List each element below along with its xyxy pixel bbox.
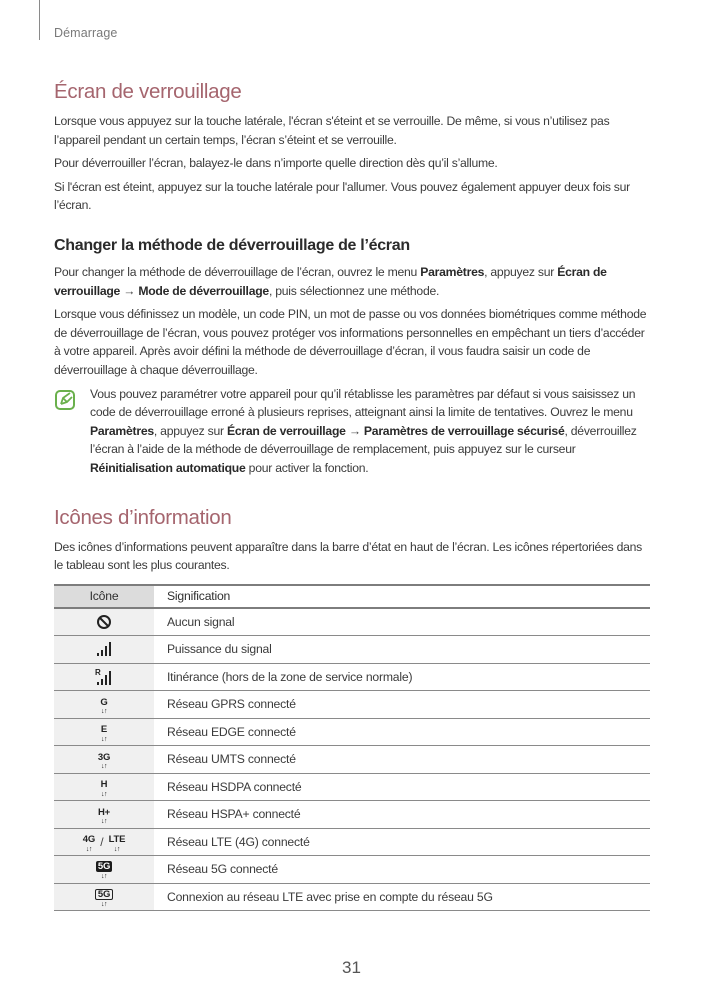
paragraph: Si l'écran est éteint, appuyez sur la touche latérale pour l'allumer. Vous pouvez également appuyer deux fois sur l’écran. bbox=[54, 179, 630, 213]
table-row bbox=[54, 746, 650, 774]
roaming-icon bbox=[95, 668, 113, 686]
header-icon: Icône bbox=[54, 585, 154, 608]
icon-label: 4G bbox=[82, 834, 96, 846]
meaning: Réseau HSPA+ connecté bbox=[154, 801, 650, 829]
icon-label: 3G bbox=[97, 751, 111, 763]
lte-5g-aware-icon bbox=[95, 889, 113, 908]
meaning: Réseau UMTS connecté bbox=[154, 746, 650, 774]
section-info-icons bbox=[54, 506, 650, 912]
paragraph: Lorsque vous définissez un modèle, un code PIN, un mot de passe ou vos données biométriques comme méthode de déverrouillage de l’écran, vous pouvez protéger vos informations personnelles en empêchant un tiers d’accéder à votre appareil. Après avoir défini la méthode de déverrouillage d’écran, il vous faudra saisir un code de déverrouillage à chaque déverrouillage. bbox=[54, 307, 647, 377]
table-header-row bbox=[54, 585, 650, 608]
table-row bbox=[54, 883, 650, 911]
icon-label: 5G bbox=[97, 861, 111, 873]
arrow-icon: → bbox=[120, 283, 139, 298]
gprs-icon bbox=[100, 698, 107, 716]
meaning: Réseau GPRS connecté bbox=[154, 691, 650, 719]
icon-label: H bbox=[100, 779, 108, 791]
meaning: Réseau HSDPA connecté bbox=[154, 773, 650, 801]
section-title: Écran de verrouillage bbox=[54, 80, 242, 103]
separator: / bbox=[100, 835, 104, 850]
edge-icon bbox=[101, 725, 107, 743]
table-row bbox=[54, 828, 650, 856]
icon-label: E bbox=[100, 724, 108, 736]
lte-icon bbox=[109, 835, 126, 853]
data-arrows: ↓↑ bbox=[100, 818, 107, 826]
arrow-icon: → bbox=[345, 423, 364, 438]
data-arrows: ↓↑ bbox=[101, 900, 107, 908]
menu-lock-screen: Écran de verrouillage bbox=[54, 264, 607, 298]
section-lock-screen bbox=[54, 80, 650, 215]
meaning: Réseau EDGE connecté bbox=[154, 718, 650, 746]
table-row bbox=[54, 691, 650, 719]
icon-label: 5G bbox=[95, 889, 113, 900]
text: pour activer la fonction. bbox=[245, 460, 369, 475]
paragraph bbox=[54, 263, 650, 300]
margin-rule bbox=[39, 0, 40, 40]
icon-label: H+ bbox=[97, 806, 110, 818]
subsection-title: Changer la méthode de déverrouillage de l’écran bbox=[54, 236, 410, 254]
section-title: Icônes d’information bbox=[54, 505, 232, 529]
menu-settings: Paramètres bbox=[420, 264, 485, 279]
page-number: 31 bbox=[342, 958, 361, 977]
table-row bbox=[54, 663, 650, 691]
auto-reset-toggle-label: Réinitialisation automatique bbox=[90, 460, 246, 475]
table-row bbox=[54, 608, 650, 636]
text: , appuyez sur bbox=[484, 264, 558, 279]
umts-icon bbox=[98, 753, 110, 771]
table-row bbox=[54, 801, 650, 829]
no-signal-icon bbox=[96, 614, 112, 630]
note-text bbox=[90, 385, 650, 478]
meaning: Réseau 5G connecté bbox=[154, 856, 650, 884]
section-change-unlock bbox=[54, 237, 650, 478]
meaning: Puissance du signal bbox=[154, 636, 650, 664]
header-meaning: Signification bbox=[154, 585, 650, 608]
table-row bbox=[54, 636, 650, 664]
data-arrows: ↓↑ bbox=[100, 735, 107, 743]
menu-settings: Paramètres bbox=[90, 423, 154, 438]
text: , appuyez sur bbox=[153, 423, 227, 438]
signal-strength-icon bbox=[96, 641, 112, 657]
5g-icon bbox=[96, 861, 112, 880]
table-row bbox=[54, 773, 650, 801]
data-arrows: ↓↑ bbox=[101, 873, 107, 881]
data-arrows: ↓↑ bbox=[100, 790, 107, 798]
note-box bbox=[54, 385, 650, 478]
icon-label: G bbox=[100, 696, 108, 708]
meaning: Réseau LTE (4G) connecté bbox=[154, 828, 650, 856]
data-arrows: ↓↑ bbox=[100, 708, 107, 716]
menu-lock-screen: Écran de verrouillage bbox=[226, 423, 346, 438]
text: Pour changer la méthode de déverrouillage de l’écran, ouvrez le menu bbox=[54, 264, 421, 279]
4g-icon bbox=[83, 835, 95, 853]
text: , déverrouillez l’écran à l’aide de la méthode de déverrouillage de remplacement, puis appuyez sur le curseur bbox=[90, 423, 637, 457]
table-row bbox=[54, 856, 650, 884]
meaning: Aucun signal bbox=[154, 608, 650, 636]
chapter-label: Démarrage bbox=[54, 26, 118, 40]
paragraph: Lorsque vous appuyez sur la touche latérale, l'écran s'éteint et se verrouille. De même, si vous n’utilisez pas l’appareil pendant un certain temps, l’écran s’éteint et se verrouille. bbox=[54, 114, 610, 147]
data-arrows: ↓↑ bbox=[113, 845, 120, 853]
page-content bbox=[54, 80, 650, 911]
meaning: Connexion au réseau LTE avec prise en compte du réseau 5G bbox=[154, 883, 650, 911]
menu-secure-lock-settings: Paramètres de verrouillage sécurisé bbox=[363, 423, 565, 438]
table-row bbox=[54, 718, 650, 746]
data-arrows: ↓↑ bbox=[101, 763, 107, 771]
hspa-plus-icon bbox=[98, 808, 110, 826]
meaning: Itinérance (hors de la zone de service normale) bbox=[154, 663, 650, 691]
icon-table bbox=[54, 584, 650, 912]
data-arrows: ↓↑ bbox=[85, 845, 92, 853]
icon-label: LTE bbox=[108, 834, 126, 846]
text: , puis sélectionnez une méthode. bbox=[268, 283, 440, 298]
menu-unlock-mode: Mode de déverrouillage bbox=[138, 283, 269, 298]
paragraph: Des icônes d’informations peuvent apparaître dans la barre d’état en haut de l’écran. Les icônes répertoriées dans le tableau sont les plus courantes. bbox=[54, 539, 643, 573]
hsdpa-icon bbox=[101, 780, 108, 798]
note-pencil-icon bbox=[54, 389, 76, 411]
svg-text:R: R bbox=[95, 667, 101, 677]
paragraph: Pour déverrouiller l’écran, balayez-le dans n’importe quelle direction dès qu’il s’allume. bbox=[54, 156, 498, 171]
text: Vous pouvez paramétrer votre appareil pour qu’il rétablisse les paramètres par défaut si vous saisissez un code de déverrouillage erroné à plusieurs reprises, atteignant ainsi la limite de tentatives. Ouvrez le menu bbox=[90, 386, 636, 420]
